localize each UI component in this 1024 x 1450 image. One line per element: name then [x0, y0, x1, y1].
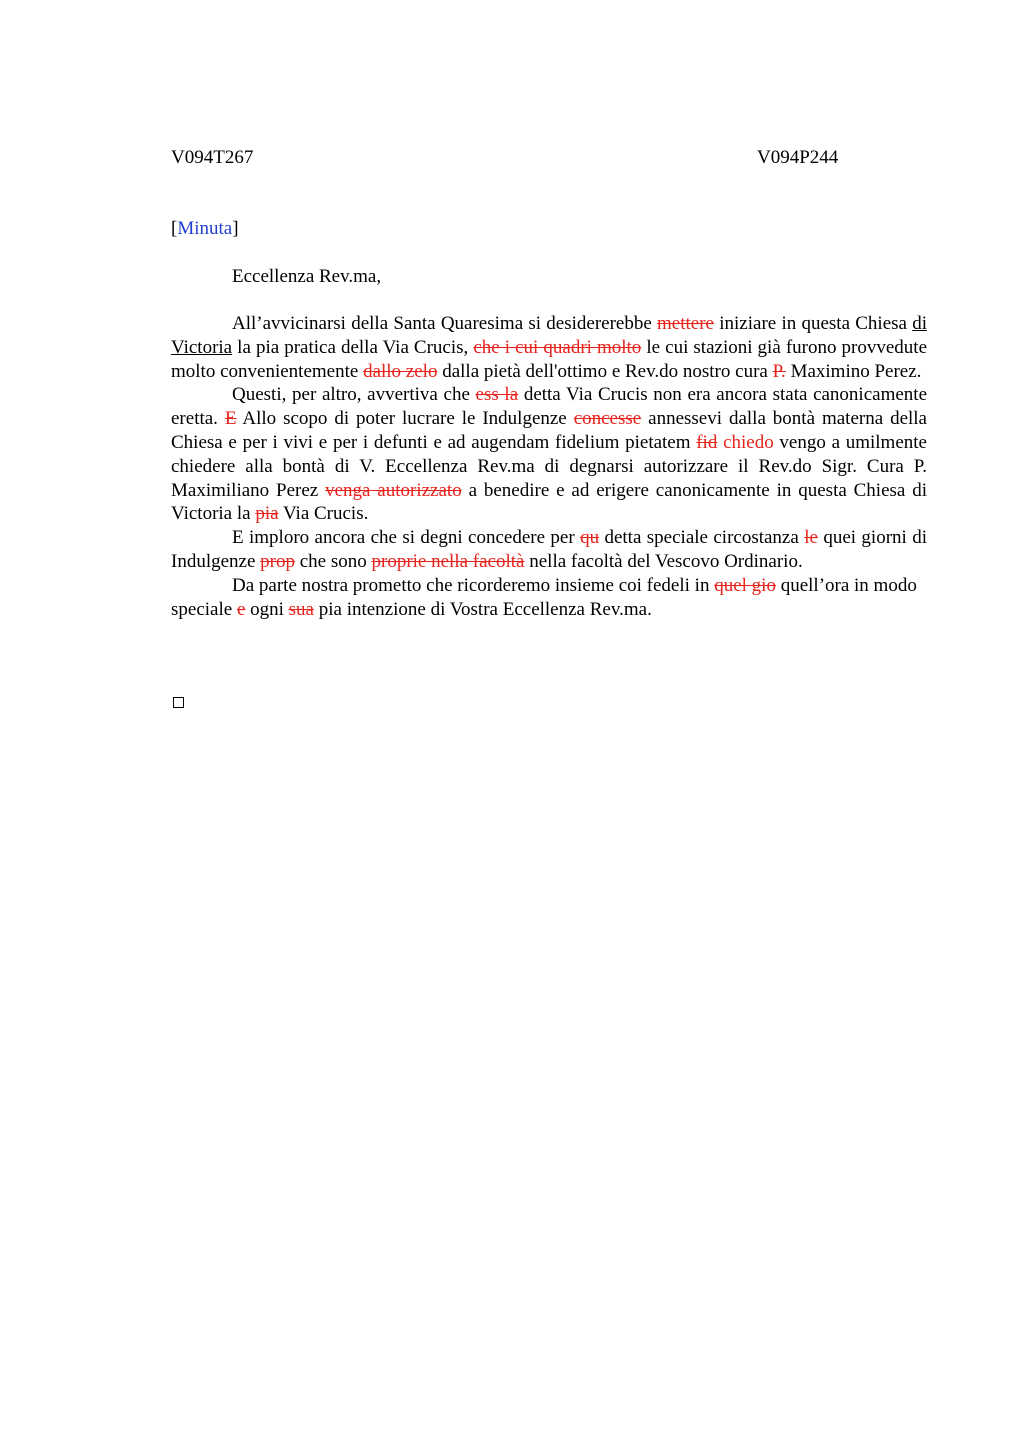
- salutation: Eccellenza Rev.ma,: [232, 266, 382, 287]
- document-code-right: V094P244: [757, 147, 839, 168]
- text-run: nella facoltà del Vescovo Ordinario.: [524, 550, 803, 572]
- paragraph-2: [171, 383, 927, 526]
- text-run: che sono: [294, 550, 372, 572]
- text-run: quell’ora in modo speciale: [171, 574, 917, 620]
- document-code-left: V094T267: [171, 147, 254, 168]
- letter-body: [171, 312, 927, 621]
- deleted-text: mettere: [657, 313, 714, 334]
- deleted-text: sua: [288, 598, 314, 620]
- text-run: a benedire e ad erigere canonicamente in questa Chiesa di Victoria la: [171, 479, 927, 525]
- text-run: iniziare in questa Chiesa: [714, 313, 913, 334]
- deleted-text: e: [236, 598, 246, 620]
- deleted-text: che i cui quadri molto: [473, 336, 642, 358]
- paragraph-1: [171, 312, 927, 383]
- deleted-text: prop: [260, 550, 295, 572]
- text-run: dalla pietà dell'ottimo e Rev.do nostro cura: [437, 360, 773, 382]
- underlined-text: di Victoria: [171, 313, 927, 358]
- text-run: la pia pratica della Via Crucis,: [232, 336, 474, 358]
- deleted-text: P.: [772, 360, 786, 382]
- text-run: quei giorni di Indulgenze: [171, 527, 927, 572]
- label-open-bracket: [: [171, 218, 178, 239]
- text-run: Allo scopo di poter lucrare le Indulgenze: [236, 408, 574, 430]
- text-run: Maximino Perez.: [785, 360, 922, 382]
- paragraph-4: [171, 574, 927, 622]
- label-close-bracket: ]: [232, 218, 239, 239]
- text-run: ogni: [245, 598, 289, 620]
- document-label: [171, 218, 239, 240]
- deleted-text: dallo zelo: [363, 360, 438, 382]
- deleted-text: E: [224, 408, 237, 430]
- square-icon: [173, 697, 184, 708]
- text-run: All’avvicinarsi della Santa Quaresima si desidererebbe: [232, 313, 658, 334]
- text-run: E imploro ancora che si degni concedere per: [232, 527, 581, 549]
- deleted-text: le: [804, 527, 818, 549]
- text-run: detta speciale circostanza: [599, 527, 805, 549]
- deleted-text: pia: [255, 503, 279, 525]
- deleted-text: qu: [580, 527, 600, 549]
- paragraph-3: [171, 526, 927, 574]
- text-run: annessevi dalla bontà materna della Chiesa e per i vivi e per i defunti e ad augendam fidelium pietatem: [171, 408, 927, 453]
- deleted-text: concesse: [573, 408, 642, 430]
- label-text: Minuta: [177, 218, 233, 239]
- inserted-text: chiedo: [723, 431, 774, 453]
- text-run: pia intenzione di Vostra Eccellenza Rev.ma.: [313, 598, 652, 620]
- text-run: Questi, per altro, avvertiva che: [232, 384, 476, 406]
- deleted-text: quel gio: [714, 574, 776, 596]
- text-run: le cui stazioni già furono provvedute molto convenientemente: [171, 336, 928, 382]
- deleted-text: proprie nella facoltà: [371, 550, 525, 572]
- text-run: Via Crucis.: [278, 503, 369, 525]
- deleted-text: ess la: [475, 384, 519, 406]
- text-run: Da parte nostra prometto che ricorderemo insieme coi fedeli in: [232, 574, 715, 596]
- deleted-text: venga autorizzato: [325, 479, 462, 501]
- text-run: detta Via Crucis non era ancora stata canonicamente eretta.: [171, 384, 928, 430]
- deleted-text: fid: [696, 431, 718, 453]
- text-run: vengo a umilmente chiedere alla bontà di V. Eccellenza Rev.ma di degnarsi autorizzare il Rev.do Sigr. Cura P. Maximiliano Perez: [171, 431, 927, 501]
